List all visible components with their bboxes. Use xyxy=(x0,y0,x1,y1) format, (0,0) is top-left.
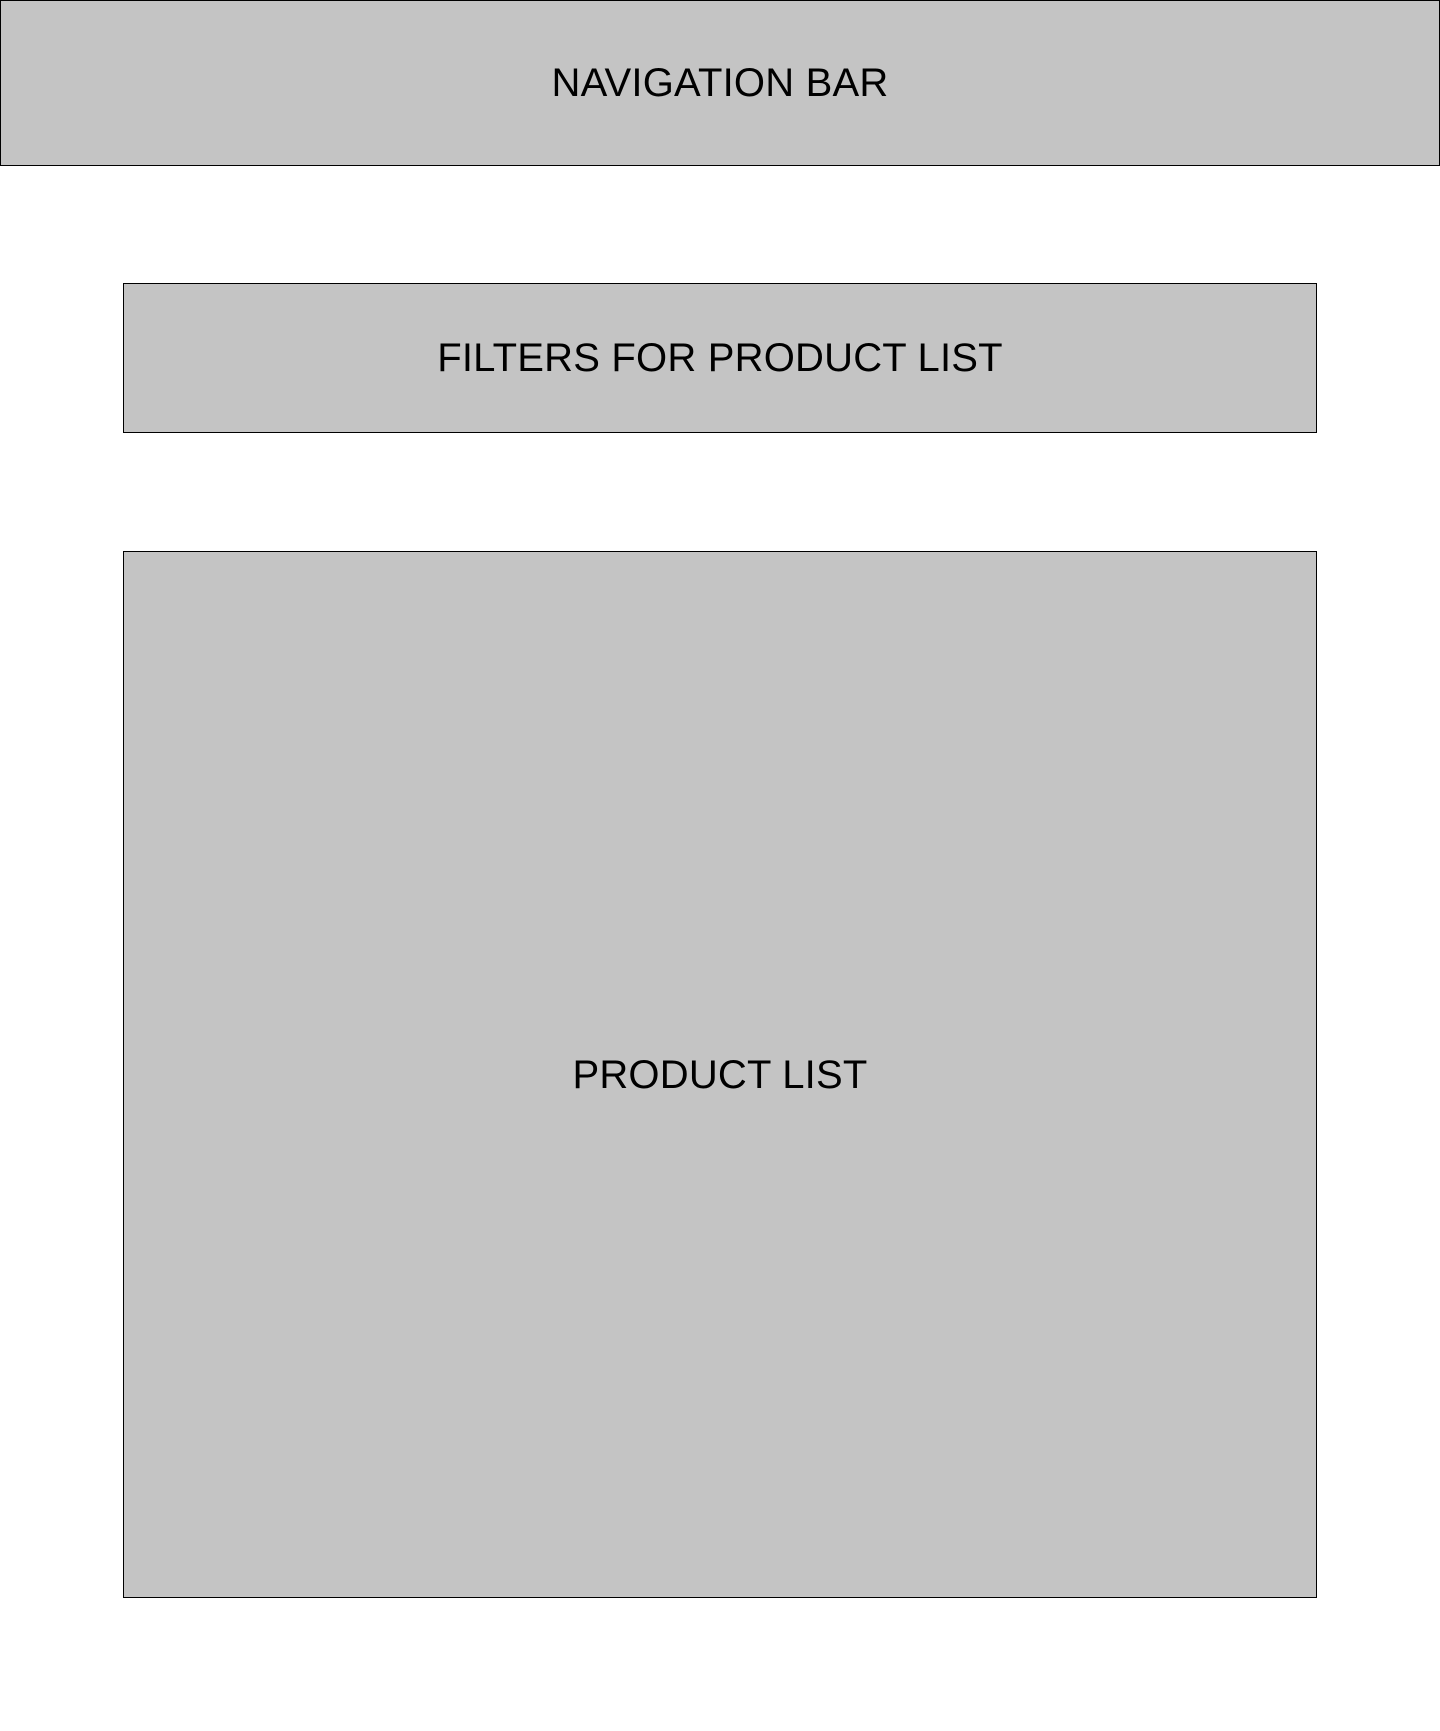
product-list-placeholder xyxy=(123,551,1317,1598)
navigation-bar-label: NAVIGATION BAR xyxy=(551,61,889,105)
navigation-bar-placeholder xyxy=(0,0,1440,166)
product-list-label: PRODUCT LIST xyxy=(572,1052,868,1097)
filters-placeholder xyxy=(123,283,1317,433)
filters-label: FILTERS FOR PRODUCT LIST xyxy=(437,336,1003,380)
